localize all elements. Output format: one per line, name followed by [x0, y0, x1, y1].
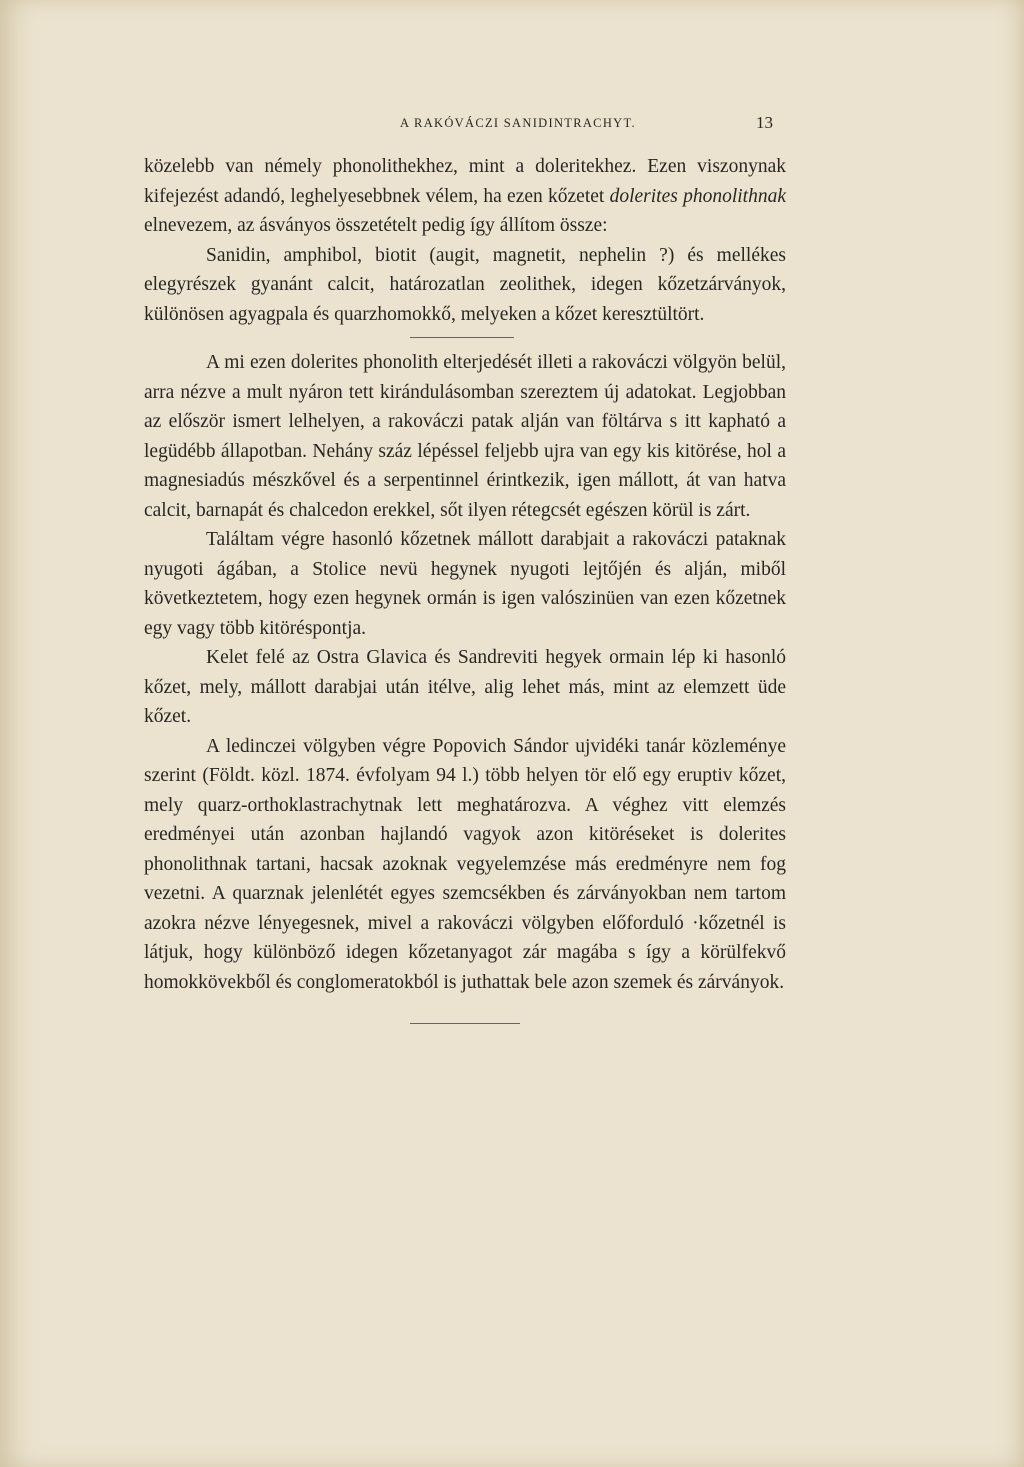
section-divider [410, 337, 514, 338]
paragraph-ledinczei: A ledinczei völgyben végre Popovich Sándor ujvidéki tanár közleménye szerint (Földt. közl. 1874. évfolyam 94 l.) több helyen tör elő egy eruptiv kőzet, mely quarz-orthoklastrachytnak lett meghatározva. A véghez vitt elemzés eredményei után azonban hajlandó vagyok azon kitöréseket is dolerites phonolithnak tartani, hacsak azoknak vegyelemzése más eredményre nem fog vezetni. A quarznak jelenlétét egyes szemcsékben és zárványokban nem tartom azokra nézve lényegesnek, mivel a rakováczi völgyben előforduló ·kőzetnél is látjuk, hogy különböző idegen kőzetanyagot zár magába s így a körülfekvő homokkövekből és conglomeratokból is juthattak bele azon szemek és zárványok. [144, 735, 786, 993]
paragraph-ostra-glavica: Kelet felé az Ostra Glavica és Sandreviti hegyek ormain lép ki hasonló kőzet, mely, mállott darabjai után itélve, alig lehet más, mint az elemzett üde kőzet. [144, 647, 786, 727]
paragraph-text-before-italic: közelebb van némely phonolithekhez, mint a doleritekhez. Ezen viszonynak kifejezést adandó, leghelyesebbnek vélem, ha ezen kőzetet [144, 156, 786, 207]
paragraph-distribution: A mi ezen dolerites phonolith elterjedését illeti a rakováczi völgyön belül, arra nézve a mult nyáron tett kirándulásomban szereztem új adatokat. Legjobban az először ismert lelhelyen, a rakováczi patak alján van föltárva s itt kapható a legüdébb állapotban. Nehány száz lépéssel feljebb ujra van egy kis kitörése, hol a magnesiadús mészkővel és a serpentinnel érintkezik, igen mállott, át van hatva calcit, barnapát és chalcedon erekkel, sőt ilyen rétegcsét egészen körül is zárt. [144, 352, 786, 521]
body-text [144, 152, 786, 1024]
running-header [0, 113, 1024, 140]
paragraph-mineral-list: Sanidin, amphibol, biotit (augit, magnetit, nephelin ?) és mellékes elegyrészek gyanánt calcit, határozatlan zeolithek, idegen kőzetzárványok, különösen agyagpala és quarzhomokkő, melyeken a kőzet keresztültört. [144, 244, 786, 325]
paragraph-continuation [144, 152, 786, 241]
paragraph-text-after-italic: elnevezem, az ásványos összetételt pedig így állítom össze: [144, 215, 608, 236]
running-title: A RAKÓVÁCZI SANIDINTRACHYT. [400, 116, 636, 130]
page-number: 13 [756, 113, 773, 132]
paragraph-stolice: Találtam végre hasonló kőzetnek mállott darabjait a rakováczi pataknak nyugoti ágában, a Stolice nevü hegynek nyugoti lejtőjén és alján, miből következtetem, hogy ezen hegynek ormán is igen valószinüen van ezen kőzetnek egy vagy több kitöréspontja. [144, 529, 786, 639]
end-divider [410, 1023, 520, 1024]
italic-term: dolerites phonolithnak [609, 185, 787, 207]
